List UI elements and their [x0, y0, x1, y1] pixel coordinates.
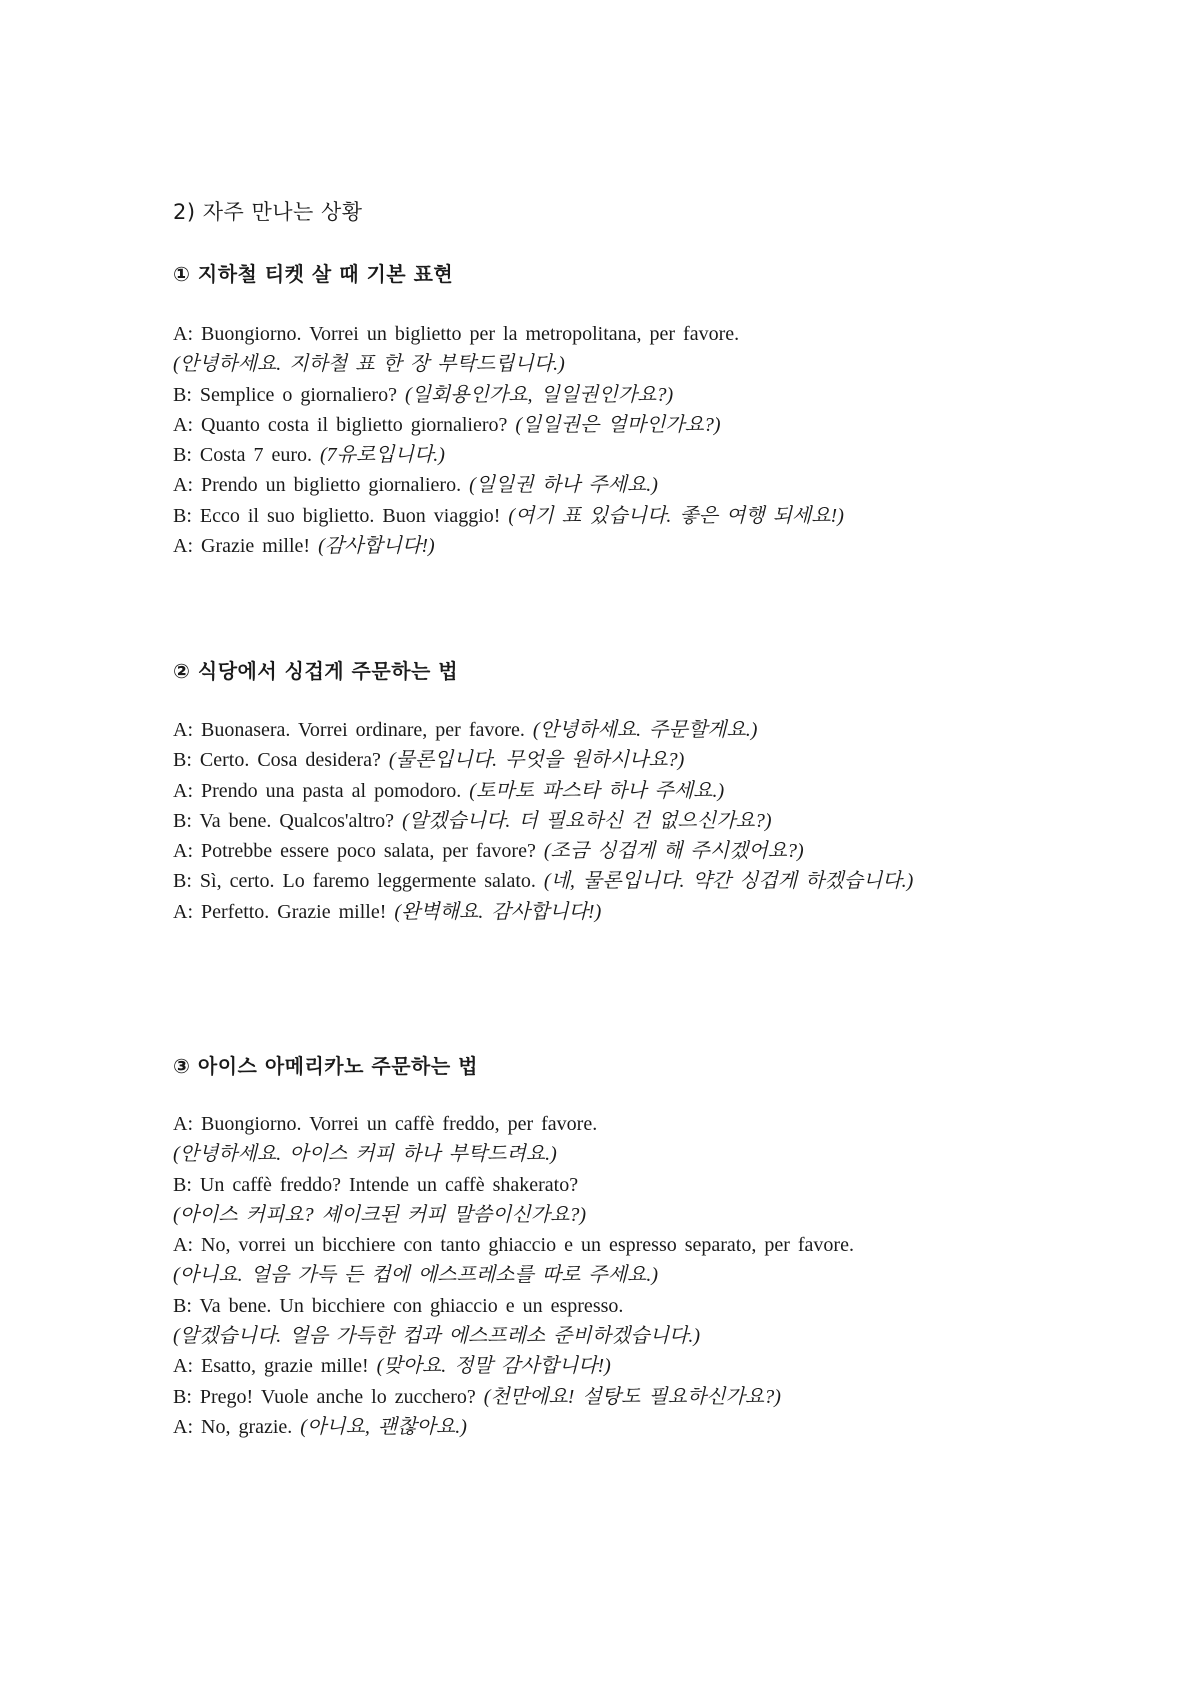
- korean-translation: (알겠습니다. 얼음 가득한 컵과 에스프레소 준비하겠습니다.): [173, 1325, 700, 1348]
- section-heading-restaurant: ② 식당에서 싱겁게 주문하는 법: [173, 659, 459, 683]
- korean-translation: (안녕하세요. 아이스 커피 하나 부탁드려요.): [173, 1143, 557, 1166]
- section-heading-iced-americano: ③ 아이스 아메리카노 주문하는 법: [173, 1054, 478, 1078]
- italian-text: B: Va bene. Un bicchiere con ghiaccio e un espresso.: [173, 1294, 624, 1317]
- italian-text: A: Buongiorno. Vorrei un biglietto per la metropolitana, per favore.: [173, 323, 740, 345]
- dialogue-line: [173, 1230, 854, 1260]
- dialogue-line: [173, 319, 844, 349]
- dialogue-line: [173, 1200, 854, 1230]
- dialogue-line: [173, 1321, 854, 1351]
- section-heading-subway: ① 지하철 티켓 살 때 기본 표현: [173, 262, 454, 286]
- italian-text: A: Prendo un biglietto giornaliero.: [173, 474, 470, 497]
- italian-text: A: Buonasera. Vorrei ordinare, per favore.: [173, 719, 533, 741]
- italian-text: A: Perfetto. Grazie mille!: [173, 900, 395, 923]
- korean-translation: (조금 싱겁게 해 주시겠어요?): [543, 840, 804, 863]
- korean-translation: (여기 표 있습니다. 좋은 여행 되세요!): [508, 504, 844, 527]
- italian-text: A: No, vorrei un bicchiere con tanto ghiaccio e un espresso separato, per favore.: [173, 1234, 854, 1257]
- korean-translation: (알겠습니다. 더 필요하신 건 없으신가요?): [402, 809, 772, 832]
- dialogue-line: [173, 531, 844, 561]
- dialogue-subway: [173, 319, 844, 561]
- dialogue-line: [173, 410, 844, 440]
- korean-translation: (안녕하세요. 지하철 표 한 장 부탁드립니다.): [173, 353, 565, 376]
- dialogue-iced-americano: [173, 1109, 854, 1442]
- italian-text: B: Sì, certo. Lo faremo leggermente salato.: [173, 870, 544, 893]
- dialogue-line: [173, 1170, 854, 1200]
- dialogue-line: [173, 1291, 854, 1321]
- dialogue-line: [173, 470, 844, 500]
- korean-translation: (안녕하세요. 주문할게요.): [532, 719, 758, 741]
- dialogue-line: [173, 1412, 854, 1442]
- korean-translation: (일일권은 얼마인가요?): [515, 413, 721, 436]
- italian-text: A: Quanto costa il biglietto giornaliero?: [173, 413, 516, 436]
- dialogue-line: [173, 380, 844, 410]
- korean-translation: (아이스 커피요? 셰이크된 커피 말씀이신가요?): [173, 1203, 587, 1226]
- italian-text: B: Ecco il suo biglietto. Buon viaggio!: [173, 504, 509, 527]
- korean-translation: (아니요. 얼음 가득 든 컵에 에스프레소를 따로 주세요.): [173, 1264, 659, 1287]
- korean-translation: (완벽해요. 감사합니다!): [394, 900, 602, 923]
- korean-translation: (아니요, 괜찮아요.): [300, 1415, 467, 1438]
- dialogue-line: [173, 440, 844, 470]
- korean-translation: (맞아요. 정말 감사합니다!): [376, 1355, 611, 1378]
- dialogue-line: [173, 1109, 854, 1139]
- dialogue-line: [173, 1139, 854, 1169]
- korean-translation: (감사합니다!): [318, 535, 435, 558]
- dialogue-line: [173, 349, 844, 379]
- korean-translation: (일회용인가요, 일일권인가요?): [404, 383, 674, 406]
- italian-text: B: Prego! Vuole anche lo zucchero?: [173, 1385, 484, 1408]
- korean-translation: (토마토 파스타 하나 주세요.): [469, 779, 725, 802]
- italian-text: B: Costa 7 euro.: [173, 444, 320, 467]
- dialogue-line: [173, 1351, 854, 1381]
- italian-text: A: Esatto, grazie mille!: [173, 1355, 377, 1378]
- korean-translation: (7유로입니다.): [320, 444, 445, 467]
- korean-translation: (일일권 하나 주세요.): [469, 474, 658, 497]
- korean-translation: (물론입니다. 무엇을 원하시나요?): [388, 749, 685, 772]
- italian-text: B: Un caffè freddo? Intende un caffè shakerato?: [173, 1173, 579, 1196]
- dialogue-line: [173, 866, 913, 896]
- dialogue-restaurant: [173, 715, 913, 927]
- italian-text: B: Va bene. Qualcos'altro?: [173, 809, 403, 832]
- korean-translation: (네, 물론입니다. 약간 싱겁게 하겠습니다.): [543, 870, 914, 893]
- italian-text: A: Prendo una pasta al pomodoro.: [173, 779, 470, 802]
- dialogue-line: [173, 836, 913, 866]
- dialogue-line: [173, 1382, 854, 1412]
- dialogue-line: [173, 745, 913, 775]
- dialogue-line: [173, 806, 913, 836]
- korean-translation: (천만에요! 설탕도 필요하신가요?): [483, 1385, 781, 1408]
- italian-text: A: Potrebbe essere poco salata, per favore?: [173, 840, 544, 863]
- dialogue-line: [173, 501, 844, 531]
- italian-text: A: Buongiorno. Vorrei un caffè freddo, per favore.: [173, 1113, 598, 1135]
- italian-text: B: Semplice o giornaliero?: [173, 383, 405, 406]
- italian-text: A: No, grazie.: [173, 1415, 301, 1438]
- italian-text: B: Certo. Cosa desidera?: [173, 749, 389, 772]
- dialogue-line: [173, 776, 913, 806]
- dialogue-line: [173, 715, 913, 745]
- dialogue-line: [173, 1260, 854, 1290]
- italian-text: A: Grazie mille!: [173, 535, 319, 558]
- dialogue-line: [173, 897, 913, 927]
- page-title: 2) 자주 만나는 상황: [173, 200, 363, 224]
